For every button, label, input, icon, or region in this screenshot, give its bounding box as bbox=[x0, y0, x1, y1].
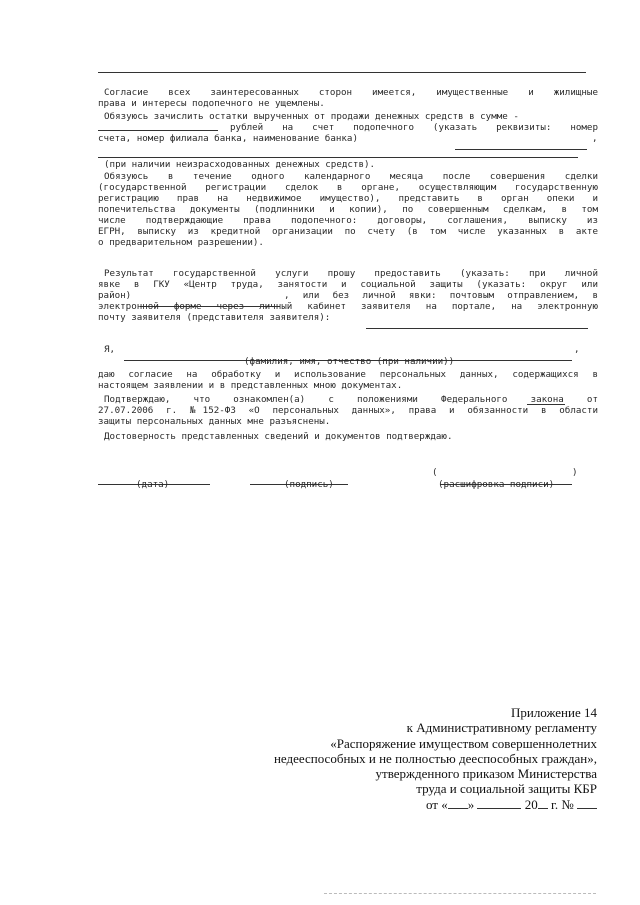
obligation-line-2: (государственной регистрации сделок в органе, осуществляющим государственную bbox=[98, 182, 598, 193]
result-line-4: электронной форме через личный кабинет заявителя на портале, на электронную bbox=[98, 301, 598, 312]
credit-line-3: счета, номер филиала банка, наименование банка) bbox=[98, 133, 358, 144]
bank-details-field[interactable] bbox=[455, 141, 587, 150]
pd-line-2: настоящем заявлении и в представленных мною документах. bbox=[98, 380, 403, 391]
appendix-line-1: Приложение 14 bbox=[510, 705, 597, 720]
result-paragraph bbox=[98, 268, 598, 290]
credit-amount-field[interactable] bbox=[98, 122, 218, 131]
consent-paragraph bbox=[98, 87, 598, 109]
date-mid: » bbox=[467, 796, 478, 812]
result-line-5: почту заявителя (представителя заявителя): bbox=[98, 312, 331, 323]
result-line-1: Результат государственной услуги прошу предоставить (указать: при личной bbox=[104, 268, 598, 279]
obligation-paragraph bbox=[98, 171, 598, 248]
result-line-2: явке в ГКУ «Центр труда, занятости и социальной защиты (указать: округ или bbox=[98, 279, 598, 290]
signature-caption: (подпись) bbox=[284, 479, 334, 490]
fio-comma: , bbox=[574, 344, 580, 355]
appendix-line-6: труда и социальной защиты КБР bbox=[416, 781, 597, 797]
appendix-line-2: к Административному регламенту bbox=[406, 720, 597, 736]
bank-details-line-2[interactable] bbox=[98, 157, 578, 158]
pd-paragraph bbox=[98, 369, 598, 391]
ack-line-3: защиты персональных данных мне разъяснены. bbox=[98, 416, 331, 427]
day-field[interactable] bbox=[448, 797, 468, 809]
date-caption: (дата) bbox=[136, 479, 170, 490]
obligation-line-1: Обязуюсь в течение одного календарного месяца после совершения сделки bbox=[104, 171, 598, 182]
ya-label: Я, bbox=[104, 344, 116, 355]
email-field[interactable] bbox=[366, 320, 588, 329]
result-paragraph-2 bbox=[98, 301, 598, 312]
ack-paragraph bbox=[98, 405, 598, 427]
appendix-date-line bbox=[274, 797, 597, 812]
credit-line-2: рублей на счет подопечного (указать реквизиты: номер bbox=[230, 122, 598, 133]
appendix-line-4: недееспособных и не полностью дееспособных граждан», bbox=[273, 750, 597, 766]
appendix-header bbox=[274, 705, 597, 812]
obligation-line-6: ЕГРН, выписку из кредитной организации по счету (в том числе указанных в акте bbox=[98, 226, 598, 237]
appendix-line-3: «Распоряжение имуществом совершеннолетних bbox=[330, 735, 597, 751]
year-field[interactable] bbox=[538, 797, 548, 809]
decode-open-paren: ( bbox=[432, 467, 438, 478]
fio-caption: (фамилия, имя, отчество (при наличии)) bbox=[244, 356, 455, 367]
result-line-3-end: , или без личной явки: почтовым отправлением, в bbox=[284, 290, 598, 301]
decode-close-paren: ) bbox=[572, 467, 578, 478]
year-suffix: г. № bbox=[547, 796, 574, 812]
consent-line-1: Согласие всех заинтересованных сторон имеется, имущественные и жилищные bbox=[104, 87, 598, 98]
ack-line-2: 27.07.2006 г. №152-ФЗ «О персональных данных», права и обязанности в области bbox=[98, 405, 598, 416]
obligation-line-4: попечительства документы (подлинники и копии), по совершенным сделкам, в том bbox=[98, 204, 598, 215]
top-rule bbox=[98, 72, 586, 73]
pd-line-1: даю согласие на обработку и использование персональных данных, содержащихся в bbox=[98, 369, 598, 380]
bottom-scan-artifact bbox=[324, 893, 596, 894]
year-prefix: 20 bbox=[521, 796, 538, 812]
decode-caption: (расшифровка подписи) bbox=[438, 479, 555, 490]
consent-line-2: права и интересы подопечного не ущемлены. bbox=[98, 98, 325, 109]
month-field[interactable] bbox=[477, 797, 521, 809]
credit-comma: , bbox=[592, 133, 598, 144]
credit-line-1: Обязуюсь зачислить остатки вырученных от продажи денежных средств в сумме - bbox=[104, 111, 519, 122]
obligation-line-3: регистрацию прав на недвижимое имущество), представить в орган опеки и bbox=[98, 193, 598, 204]
number-field[interactable] bbox=[577, 797, 597, 809]
appendix-line-5: утвержденного приказом Министерства bbox=[375, 766, 597, 782]
ack-line-1: Подтверждаю, что ознакомлен(а) с положениями Федерального закона от bbox=[104, 394, 598, 405]
credit-line-4: (при наличии неизрасходованных денежных средств). bbox=[104, 159, 376, 170]
obligation-line-7: о предварительном разрешении). bbox=[98, 237, 264, 248]
result-line-3-start: район) bbox=[98, 290, 132, 301]
obligation-line-5: числе подтверждающие права подопечного: договоры, соглашения, выписку из bbox=[98, 215, 598, 226]
veracity-statement: Достоверность представленных сведений и документов подтверждаю. bbox=[104, 431, 453, 442]
date-prefix: от « bbox=[425, 796, 448, 812]
